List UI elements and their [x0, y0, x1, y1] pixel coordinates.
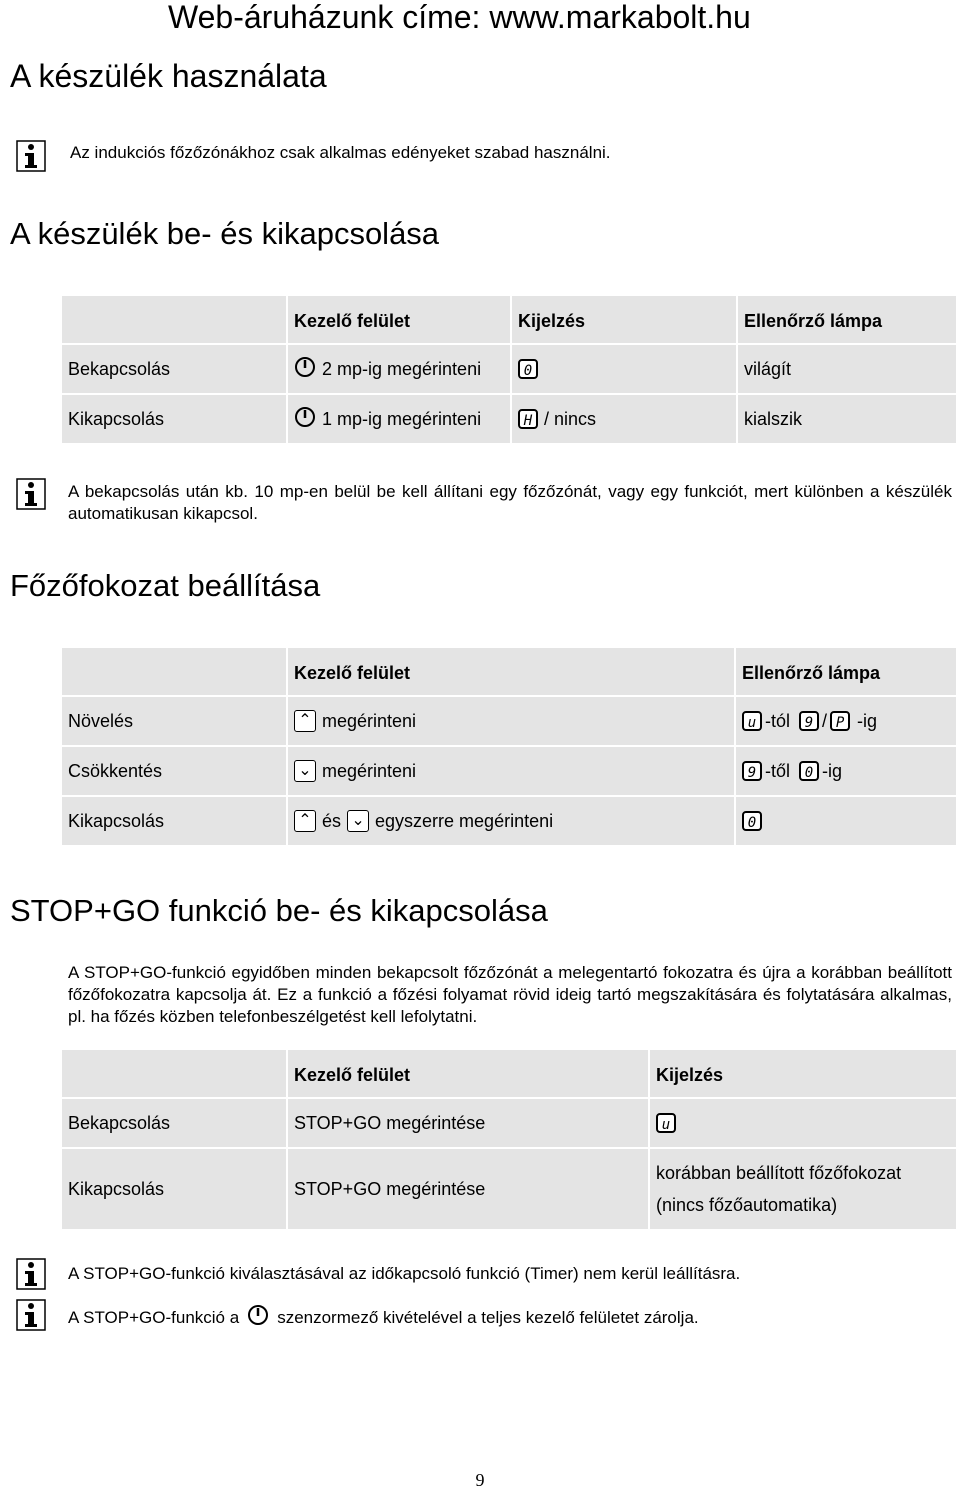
info-text-lock: A STOP+GO-funkció a szenzormező kivételével a teljes kezelő felületet zárolja. [68, 1304, 699, 1332]
col-header-control: Kezelő felület [288, 648, 736, 697]
row-label: Kikapcsolás [62, 797, 288, 847]
info-text-autooff: A bekapcsolás után kb. 10 mp-en belül be kell állítani egy főzőzónát, vagy egy funkciót, mert különben a készülék automatikusan kikapcsol. [68, 482, 952, 523]
lamp-status: kialszik [738, 395, 958, 445]
info-icon [16, 140, 46, 177]
table-row: Kikapcsolás STOP+GO megérintése korábban beállított főzőfokozat (nincs főzőautomatika) [62, 1149, 958, 1231]
info-icon [16, 1299, 46, 1336]
col-header-display: Kijelzés [650, 1050, 958, 1099]
section-title-stopgo: STOP+GO funkció be- és kikapcsolása [10, 893, 548, 928]
table-row: Bekapcsolás 2 mp-ig megérinteni 0 világít [62, 345, 958, 395]
col-header-display: Kijelzés [512, 296, 738, 345]
power-icon [294, 406, 316, 433]
power-icon [247, 1304, 269, 1332]
display-symbol-u: u [656, 1113, 676, 1133]
power-level-table [62, 648, 958, 847]
info-icon [16, 478, 46, 515]
onoff-table [62, 296, 958, 445]
display-symbol: H [518, 409, 538, 429]
table-row: Kikapcsolás ⌃ és ⌄ egyszerre megérinteni 0 [62, 797, 958, 847]
site-title: Web-áruházunk címe: www.markabolt.hu [168, 0, 751, 35]
section-title-usage: A készülék használata [10, 58, 327, 94]
display-symbol-9: 9 [742, 761, 762, 781]
row-label: Bekapcsolás [62, 345, 288, 395]
lamp-status: világít [738, 345, 958, 395]
display-symbol-u: u [742, 711, 762, 731]
page-number: 9 [475, 1470, 485, 1490]
section-title-onoff: A készülék be- és kikapcsolása [10, 216, 440, 251]
up-arrow-icon: ⌃ [294, 710, 316, 732]
row-label: Csökkentés [62, 747, 288, 797]
down-arrow-icon: ⌄ [347, 810, 369, 832]
row-label: Növelés [62, 697, 288, 747]
display-symbol-0: 0 [742, 811, 762, 831]
row-label: Kikapcsolás [62, 1149, 288, 1231]
display-symbol-p: P [830, 711, 850, 731]
table-row: Csökkentés ⌄ megérinteni 9 -től 0 -ig [62, 747, 958, 797]
row-label: Bekapcsolás [62, 1099, 288, 1149]
info-text-timer: A STOP+GO-funkció kiválasztásával az időkapcsoló funkció (Timer) nem kerül leállításra. [68, 1264, 741, 1283]
col-header-control: Kezelő felület [288, 1050, 650, 1099]
info-icon [16, 1258, 46, 1295]
stopgo-table [62, 1050, 958, 1231]
col-header-control: Kezelő felület [288, 296, 512, 345]
power-icon [294, 356, 316, 383]
table-row: Bekapcsolás STOP+GO megérintése u [62, 1099, 958, 1149]
section-title-power-level: Főzőfokozat beállítása [10, 568, 321, 603]
info-text-pots: Az indukciós főzőzónákhoz csak alkalmas edényeket szabad használni. [70, 143, 611, 162]
table-row: Növelés ⌃ megérinteni u -tól 9 / P -ig [62, 697, 958, 747]
col-header-lamp: Ellenőrző lámpa [738, 296, 958, 345]
display-symbol-9: 9 [799, 711, 819, 731]
down-arrow-icon: ⌄ [294, 760, 316, 782]
display-symbol-0: 0 [799, 761, 819, 781]
col-header-lamp: Ellenőrző lámpa [736, 648, 958, 697]
row-label: Kikapcsolás [62, 395, 288, 445]
display-symbol: 0 [518, 359, 538, 379]
table-row: Kikapcsolás 1 mp-ig megérinteni H / nincs kialszik [62, 395, 958, 445]
up-arrow-icon: ⌃ [294, 810, 316, 832]
stopgo-description: A STOP+GO-funkció egyidőben minden bekapcsolt főzőzónát a melegentartó fokozatra és újra a korábban beállított főzőfokozatra kapcsolja át. Ez a funkció a főzési folyamat rövid ideig tartó megszakítására és folytatására alkalmas, pl. ha főzés közben telefonbeszélgetést kell lefolytatni. [68, 963, 952, 1026]
